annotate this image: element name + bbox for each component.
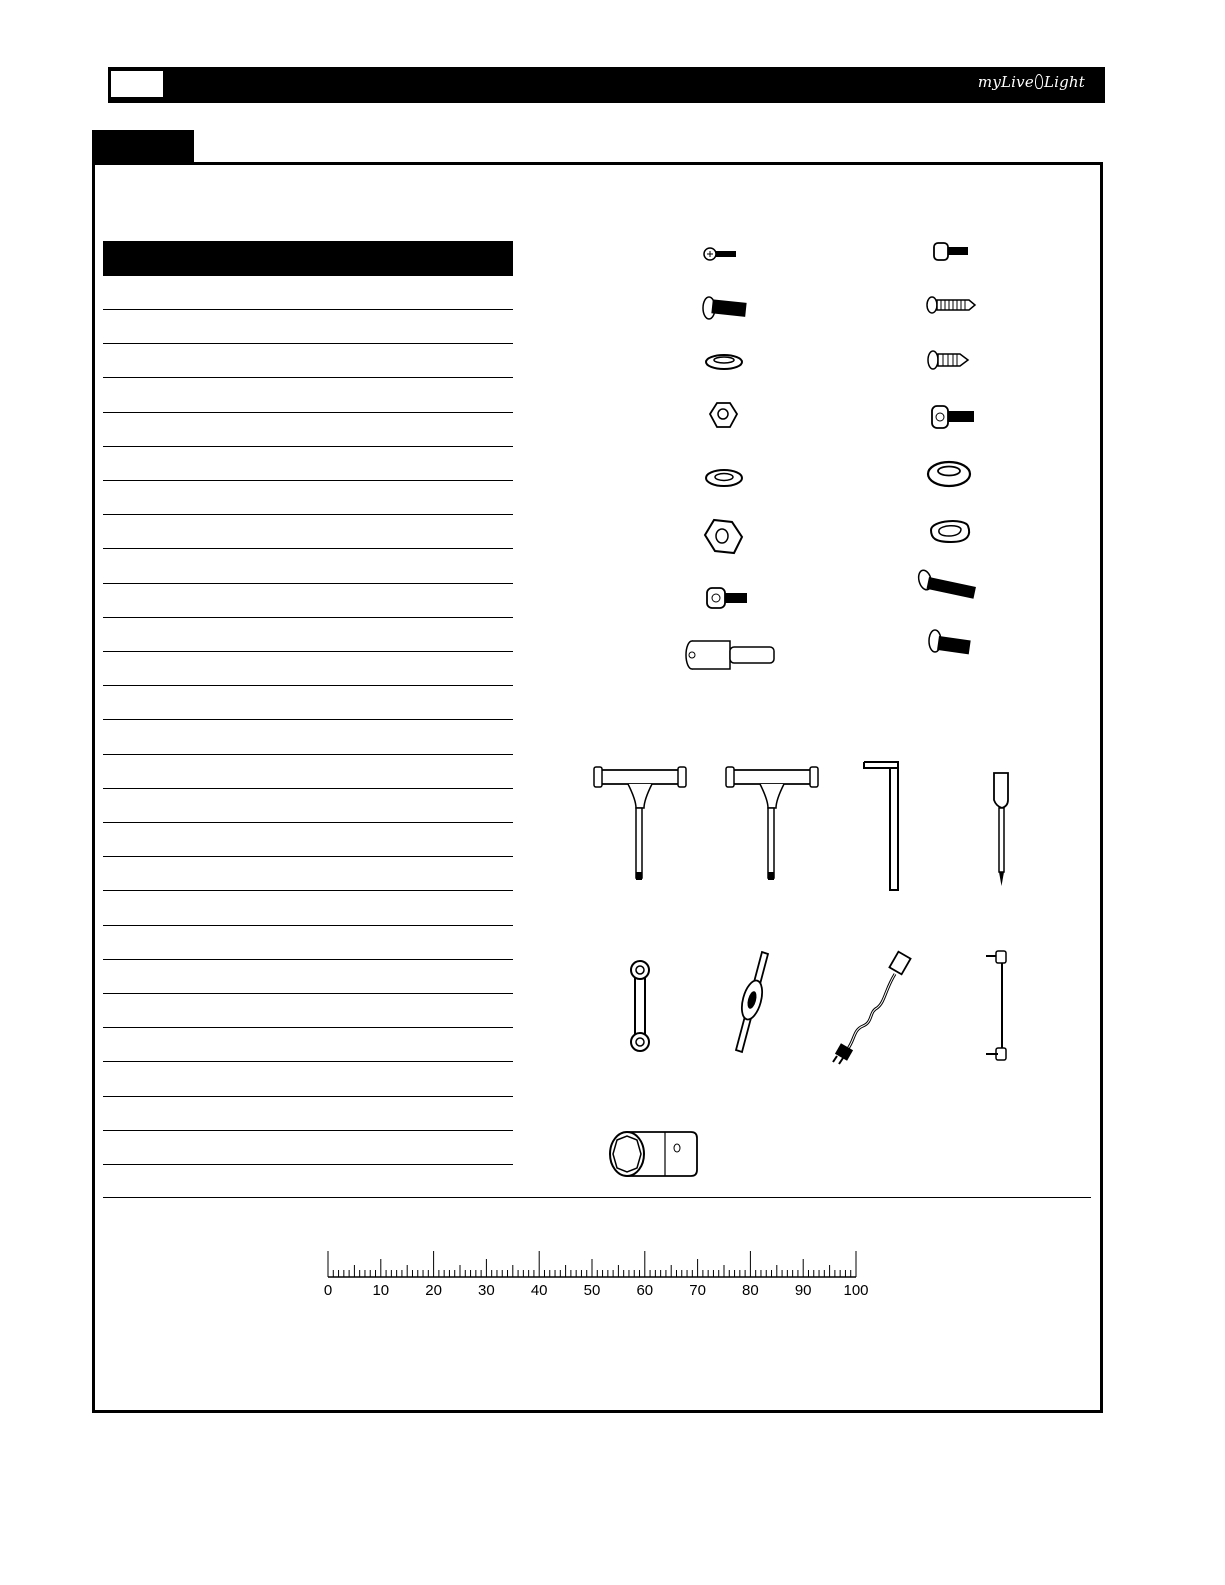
short-button-head-bolt-icon [925,628,977,660]
screwdriver-icon [988,770,1014,890]
long-button-head-bolt-icon [915,568,981,604]
table-row [103,548,513,549]
hex-nut-icon [700,515,748,559]
ruler-label: 30 [478,1282,495,1299]
table-row [103,583,513,584]
header-bar [108,67,1105,103]
table-row [103,1027,513,1028]
socket-head-cap-bolt-icon [928,403,978,431]
t-handle-hex-key-icon [724,762,820,886]
ruler-label: 90 [794,1282,812,1299]
table-row [103,719,513,720]
table-row [103,412,513,413]
audio-cable-icon [980,948,1016,1066]
small-hex-bolt-icon [930,240,975,264]
l-hex-key-icon [858,758,908,896]
small-phillips-screw-icon [700,243,745,267]
table-row [103,1164,513,1165]
table-row [103,890,513,891]
socket-wrench-icon [605,1126,701,1184]
nylon-lock-nut-icon [706,400,741,432]
brand-logo: myLive Light [977,73,1085,91]
power-cable-icon [825,950,925,1068]
table-row [103,446,513,447]
axle-pin-icon [682,638,780,672]
t-handle-hex-key-icon [592,762,688,886]
small-socket-bolt-icon [703,585,751,611]
curved-washer-icon [925,516,975,546]
combination-wrench-icon [625,958,655,1056]
page-number-box [109,69,165,99]
short-self-tapping-screw-icon [926,348,974,372]
table-row [103,343,513,344]
ruler-label: 70 [689,1282,706,1299]
chest-strap-icon [728,948,778,1058]
ruler-label: 10 [372,1282,390,1299]
table-row [103,1061,513,1062]
ruler-label: 0 [323,1282,333,1299]
ruler-label: 50 [583,1282,601,1299]
button-head-bolt-icon [698,294,753,324]
table-row [103,651,513,652]
table-row [103,1130,513,1131]
ruler-label: 80 [742,1282,759,1299]
table-row [103,309,513,310]
table-row [103,959,513,960]
flat-washer-icon [703,466,748,490]
section-divider [103,1197,1091,1198]
table-row [103,685,513,686]
measurement-ruler [300,1240,900,1310]
parts-table-header [103,241,513,276]
ruler-label: 60 [636,1282,654,1299]
table-row [103,1096,513,1097]
table-row [103,856,513,857]
table-row [103,377,513,378]
table-row [103,925,513,926]
table-row [103,617,513,618]
table-row [103,754,513,755]
table-row [103,993,513,994]
section-tab [92,130,194,164]
ruler-label: 100 [843,1282,869,1299]
table-row [103,822,513,823]
thick-flat-washer-icon [925,458,975,490]
ruler-label: 20 [425,1282,442,1299]
table-row [103,514,513,515]
table-row [103,480,513,481]
long-self-tapping-screw-icon [925,294,980,316]
ruler-label: 40 [530,1282,548,1299]
table-row [103,788,513,789]
split-washer-icon [703,350,748,374]
